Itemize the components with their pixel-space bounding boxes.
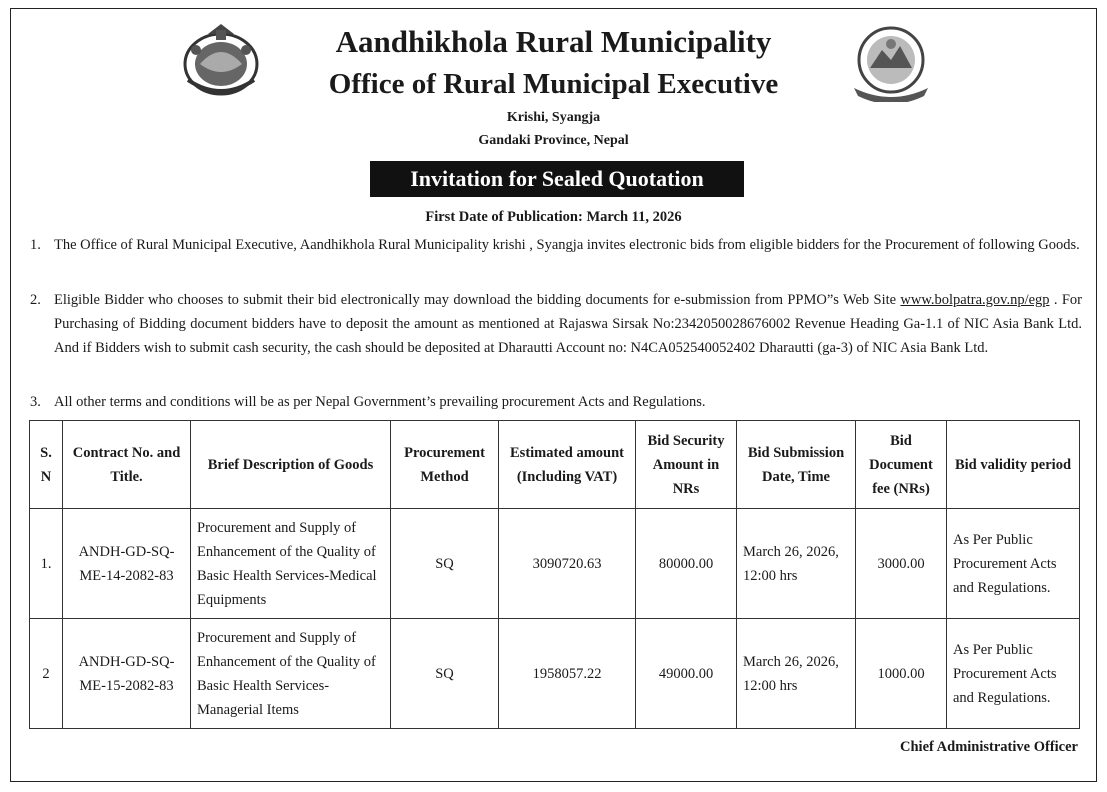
- office-name: Office of Rural Municipal Executive: [328, 68, 779, 100]
- cell-fee: 3000.00: [856, 509, 947, 619]
- paragraph-3: [30, 390, 1082, 414]
- cell-contract: ANDH-GD-SQ-ME-14-2082-83: [63, 509, 191, 619]
- paragraph-number: 1.: [30, 237, 41, 253]
- cell-sn: 2: [30, 619, 63, 729]
- paragraph-1: [30, 233, 1082, 257]
- notice-title-banner: Invitation for Sealed Quotation: [370, 161, 744, 197]
- cell-description: Procurement and Supply of Enhancement of the Quality of Basic Health Services-Managerial Items: [191, 619, 391, 729]
- cell-amount: 3090720.63: [499, 509, 636, 619]
- cell-fee: 1000.00: [856, 619, 947, 729]
- header-amount: Estimated amount (Including VAT): [499, 421, 636, 509]
- paragraph-text-before: Eligible Bidder who chooses to submit their bid electronically may download the bidding documents for e-submission from PPMO”s Web Site: [54, 292, 901, 308]
- cell-security: 49000.00: [636, 619, 737, 729]
- paragraph-text: [54, 288, 1082, 360]
- header-description: Brief Description of Goods: [191, 421, 391, 509]
- cell-validity: As Per Public Procurement Acts and Regulations.: [947, 509, 1080, 619]
- cell-security: 80000.00: [636, 509, 737, 619]
- header-validity: Bid validity period: [947, 421, 1080, 509]
- municipality-name: Aandhikhola Rural Municipality: [335, 24, 772, 59]
- cell-submission: March 26, 2026, 12:00 hrs: [737, 619, 856, 729]
- cell-amount: 1958057.22: [499, 619, 636, 729]
- header-submission: Bid Submission Date, Time: [737, 421, 856, 509]
- cell-method: SQ: [391, 509, 499, 619]
- header-fee: Bid Document fee (NRs): [856, 421, 947, 509]
- header-method: Procurement Method: [391, 421, 499, 509]
- paragraph-2: [30, 288, 1082, 360]
- publication-date: First Date of Publication: March 11, 2026: [425, 209, 682, 225]
- cell-submission: March 26, 2026, 12:00 hrs: [737, 509, 856, 619]
- cell-description: Procurement and Supply of Enhancement of the Quality of Basic Health Services-Medical Equipments: [191, 509, 391, 619]
- cell-method: SQ: [391, 619, 499, 729]
- header-security: Bid Security Amount in NRs: [636, 421, 737, 509]
- cell-validity: As Per Public Procurement Acts and Regulations.: [947, 619, 1080, 729]
- paragraph-number: 2.: [30, 292, 41, 308]
- header-contract: Contract No. and Title.: [63, 421, 191, 509]
- bids-table: [29, 420, 1080, 729]
- paragraph-number: 3.: [30, 394, 41, 410]
- bolpatra-link[interactable]: www.bolpatra.gov.np/egp: [900, 292, 1050, 308]
- location-text: Krishi, Syangja: [506, 110, 601, 125]
- cell-contract: ANDH-GD-SQ-ME-15-2082-83: [63, 619, 191, 729]
- signature-title: Chief Administrative Officer: [900, 739, 1078, 755]
- paragraph-text: All other terms and conditions will be as per Nepal Government’s prevailing procurement Acts and Regulations.: [54, 394, 706, 410]
- table-row: [30, 509, 1080, 619]
- header-sn: S. N: [30, 421, 63, 509]
- cell-sn: 1.: [30, 509, 63, 619]
- table-header-row: [30, 421, 1080, 509]
- paragraph-text-after: . For Purchasing of Bidding document bidders have to deposit the amount as mentioned at Rajaswa Sirsak No:2342050028676002 Revenue Heading Ga-1.1 of NIC Asia Bank Ltd. And if Bidders wish to submit cash security, the cash should be deposited at Dharautti Account no: N4CA052540052402 Dharautti (ga-3) of NIC Asia Bank Ltd.: [54, 292, 1082, 356]
- table-row: [30, 619, 1080, 729]
- province-text: Gandaki Province, Nepal: [478, 133, 629, 148]
- paragraph-text: The Office of Rural Municipal Executive, Aandhikhola Rural Municipality krishi , Syangja invites electronic bids from eligible bidders for the Procurement of following Goods.: [54, 237, 1080, 253]
